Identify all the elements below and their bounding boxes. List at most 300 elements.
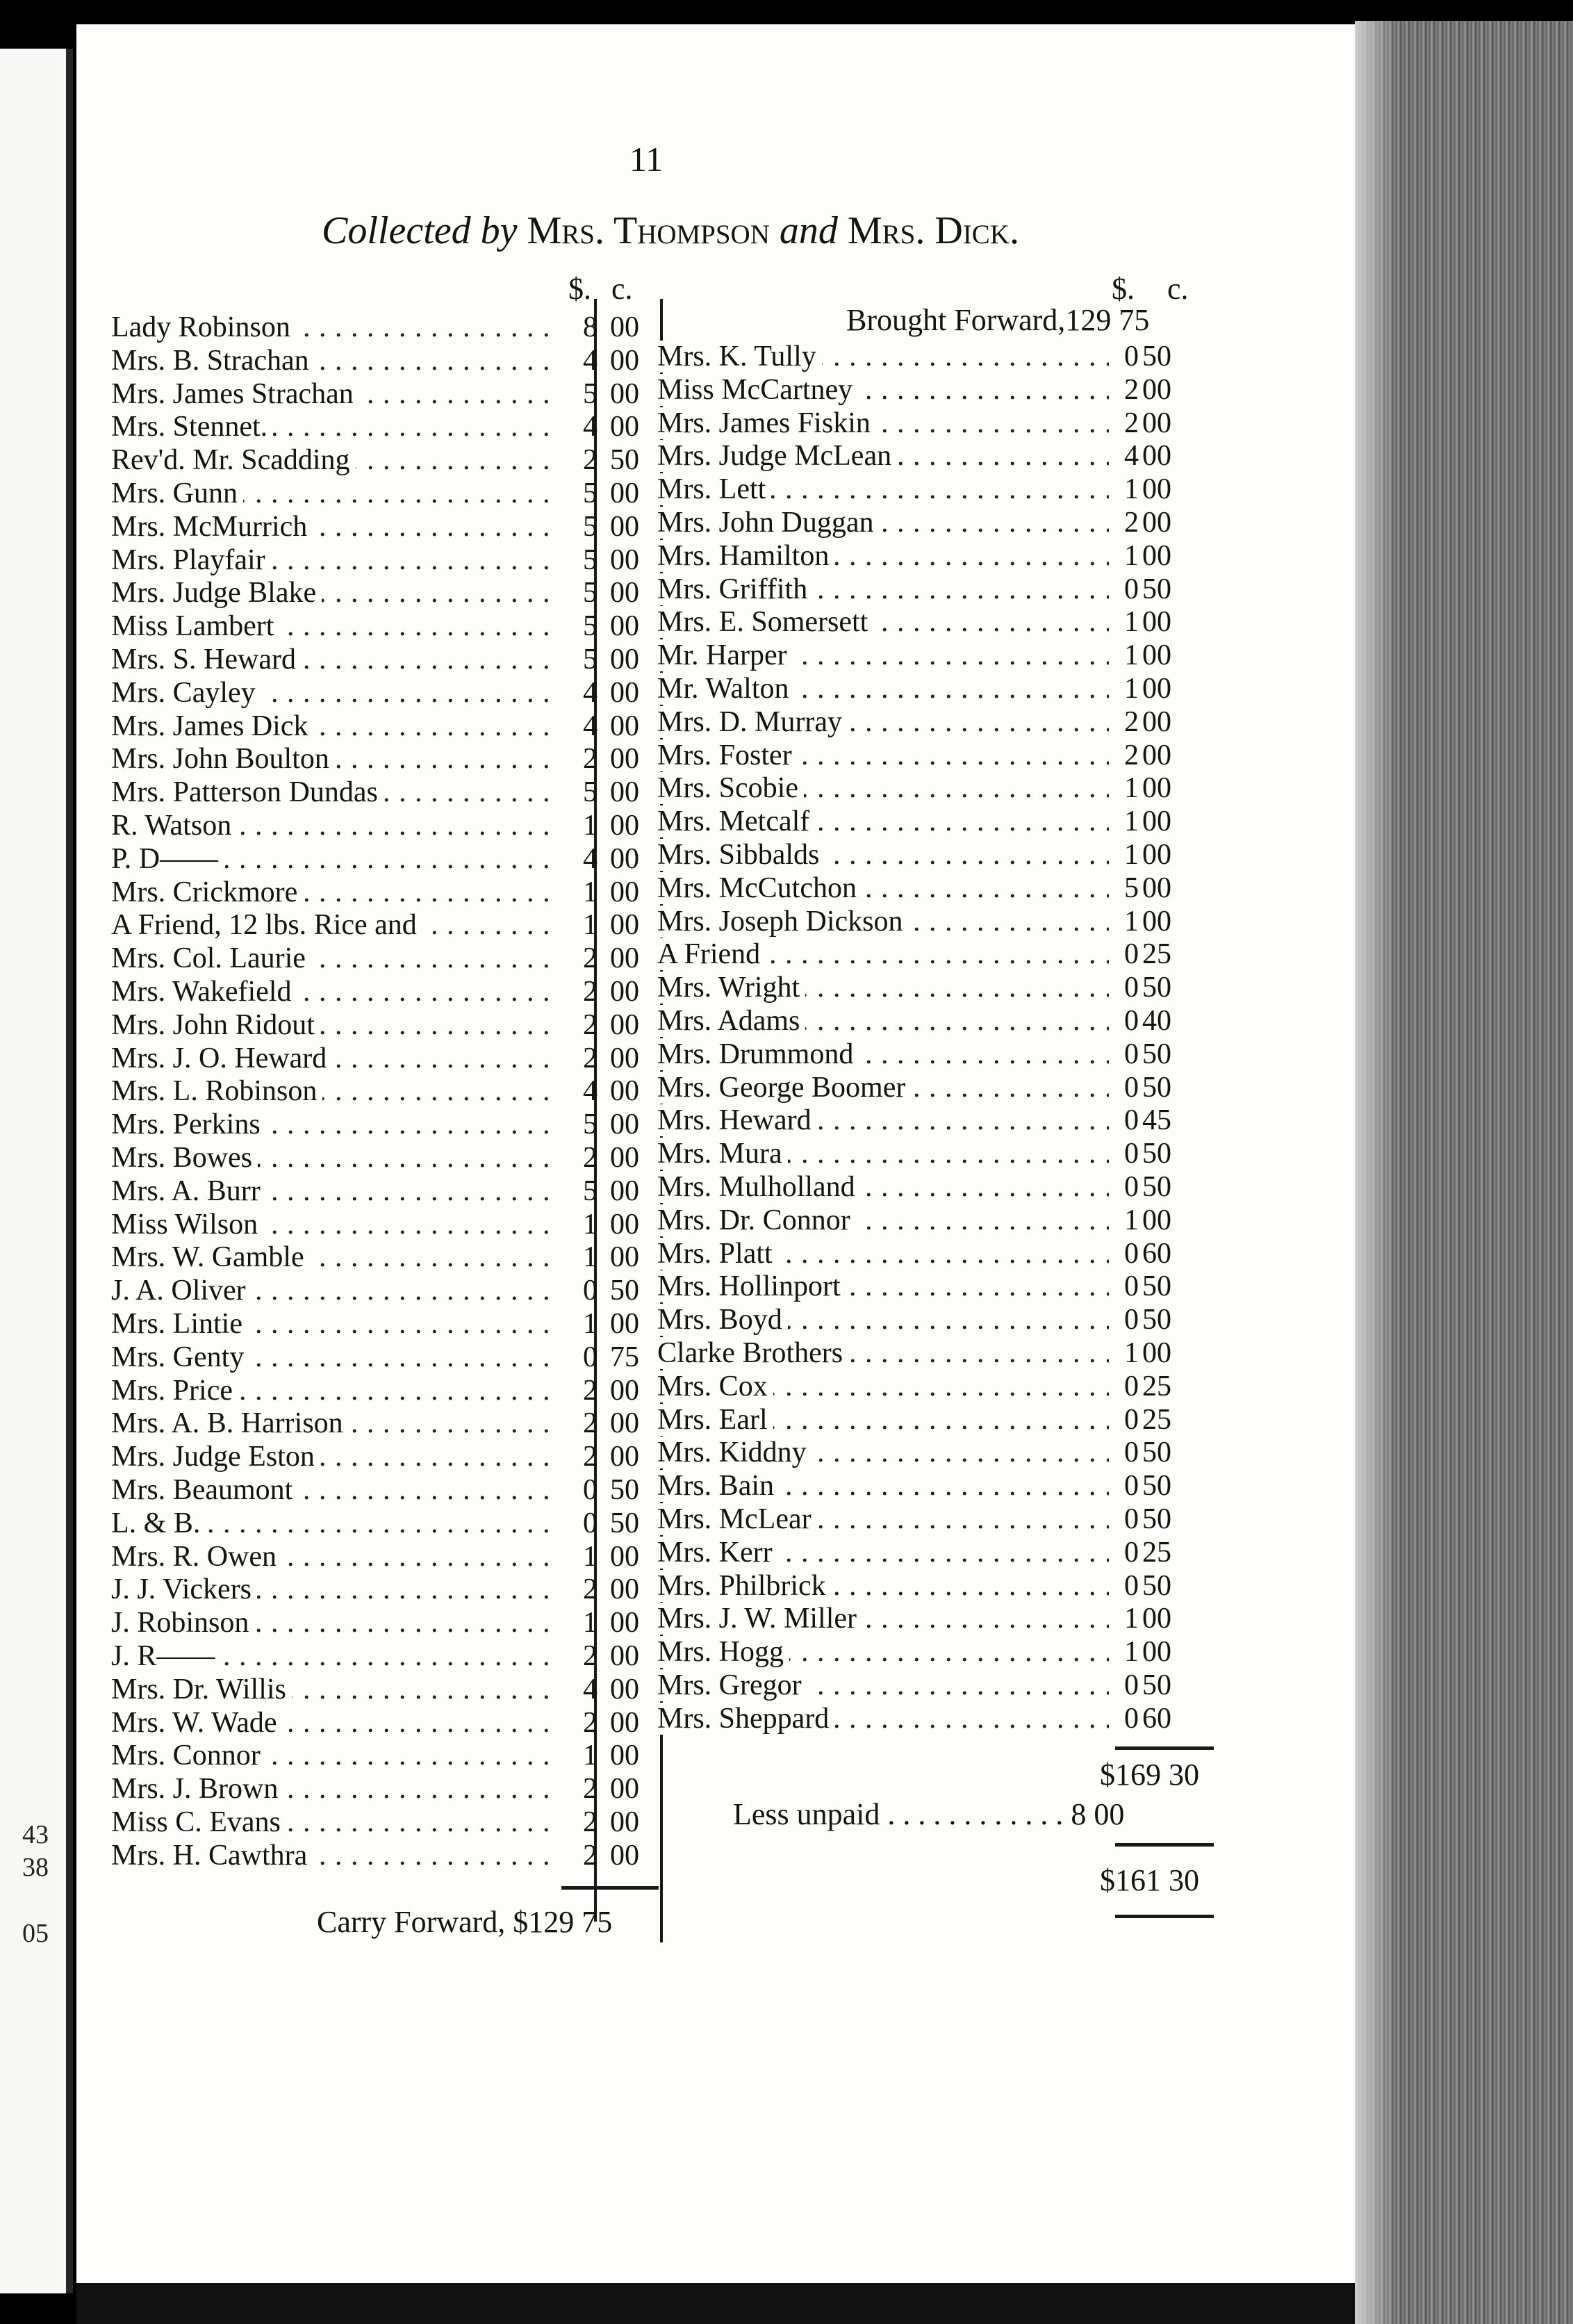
entry-name: . . . Mrs. W. Wade <box>111 1707 556 1740</box>
entry-dollars: 0 <box>1124 1403 1139 1436</box>
entry-dollars: 1 <box>583 876 598 908</box>
entry-dollars: 1 <box>583 1740 598 1772</box>
entry-cents: 00 <box>610 311 639 343</box>
entry-row <box>657 1104 1220 1138</box>
entry-dollars: 2 <box>583 1407 598 1440</box>
entry-name: . . . J. R—— <box>111 1640 556 1674</box>
entry-dollars: 5 <box>583 477 598 509</box>
entry-name: . . . R. Watson <box>111 810 556 843</box>
entry-row <box>111 1740 660 1773</box>
entry-dollars: 2 <box>583 1806 598 1838</box>
entry-cents: 00 <box>1142 1636 1171 1669</box>
entry-row <box>111 1308 660 1341</box>
entry-dollars: 1 <box>1124 805 1139 838</box>
entry-name: . . . Mrs. Crickmore <box>111 876 556 910</box>
entry-name: . . . Mrs. McCutchon <box>657 872 1109 906</box>
entry-name: . . . Mrs. Adams <box>657 1005 1109 1038</box>
entry-name: . . . Mrs. John Duggan <box>657 507 1109 540</box>
entry-cents: 00 <box>610 743 639 776</box>
entry-cents: 00 <box>610 1573 639 1606</box>
heading-conjunction: and <box>779 209 838 252</box>
entry-dollars: 1 <box>583 1241 598 1274</box>
page-heading <box>104 208 1237 253</box>
entry-name: . . . Mrs. Lintie <box>111 1308 556 1341</box>
entry-dollars: 0 <box>1124 1536 1139 1569</box>
entry-dollars: 5 <box>583 610 598 643</box>
entry-cents: 25 <box>1142 1536 1171 1569</box>
entry-dollars: 4 <box>1124 440 1139 473</box>
entry-row <box>657 1636 1220 1669</box>
left-dollars-header: $. <box>568 272 591 306</box>
heading-name-1: Mrs. Thompson <box>527 209 770 252</box>
entry-name: . . . Mrs. Mulholland <box>657 1171 1109 1204</box>
entry-row <box>657 673 1220 706</box>
entry-cents: 00 <box>610 842 639 875</box>
entry-name: . . . Mrs. Price <box>111 1375 556 1408</box>
entry-dollars: 0 <box>1124 1470 1139 1503</box>
entry-row <box>111 345 660 378</box>
entry-cents: 00 <box>610 1441 639 1473</box>
entry-name: . . . Miss Wilson <box>111 1209 556 1242</box>
entry-name: . . . Mrs. H. Cawthra <box>111 1840 556 1873</box>
entry-name: . . . Mrs. B. Strachan <box>111 345 556 378</box>
entry-row <box>111 1407 660 1441</box>
entry-dollars: 2 <box>583 743 598 776</box>
entry-dollars: 2 <box>583 1706 598 1739</box>
carry-forward-amount: $129 75 <box>513 1905 613 1939</box>
entry-cents: 00 <box>1142 373 1171 406</box>
entry-name: . . . Mrs. J. W. Miller <box>657 1603 1109 1636</box>
entry-name: . . . Mrs. Heward <box>657 1104 1109 1138</box>
page-stack-shadow <box>1355 21 1397 2324</box>
entry-row <box>111 1441 660 1474</box>
entry-name: . . . Mrs. Dr. Connor <box>657 1204 1109 1238</box>
entry-dollars: 4 <box>583 710 598 742</box>
entry-row <box>111 1175 660 1209</box>
entry-row <box>111 1075 660 1108</box>
entry-cents: 00 <box>610 1208 639 1241</box>
entry-row <box>657 805 1220 839</box>
entry-cents: 00 <box>610 1607 639 1639</box>
entry-name: . . . Miss McCartney <box>657 374 1109 407</box>
entry-row <box>657 1238 1220 1271</box>
entry-row <box>111 1042 660 1076</box>
entry-name: . . . Mr. Harper <box>657 639 1109 673</box>
entry-cents: 00 <box>1142 539 1171 572</box>
entry-row <box>111 610 660 644</box>
entry-name: . . . A Friend, 12 lbs. Rice and <box>111 909 556 942</box>
entry-dollars: 4 <box>583 676 598 709</box>
entry-cents: 50 <box>1142 1569 1171 1602</box>
entry-dollars: 0 <box>1124 972 1139 1004</box>
entry-row <box>657 540 1220 573</box>
entry-name: . . . Mrs. Scobie <box>657 772 1109 805</box>
entry-row <box>111 1607 660 1640</box>
entry-cents: 00 <box>1142 1337 1171 1369</box>
entry-dollars: 0 <box>1124 1370 1139 1402</box>
facing-page-edge <box>0 49 73 2293</box>
entry-dollars: 0 <box>1124 1669 1139 1701</box>
entry-row <box>657 1204 1220 1238</box>
entry-row <box>657 772 1220 805</box>
entry-dollars: 1 <box>583 1540 598 1573</box>
entry-cents: 00 <box>610 377 639 410</box>
entry-cents: 60 <box>1142 1702 1171 1735</box>
entry-name: . . . Mrs. McMurrich <box>111 511 556 544</box>
entry-name: . . . Mrs. Cayley <box>111 677 556 710</box>
entry-name: . . . Mrs. J. O. Heward <box>111 1042 556 1076</box>
entry-name: . . . Mrs. James Strachan <box>111 378 556 411</box>
entry-name: . . . Mrs. Lett <box>657 473 1109 507</box>
entry-cents: 00 <box>610 1108 639 1141</box>
entry-dollars: 0 <box>1124 1237 1139 1270</box>
entry-row <box>111 1640 660 1674</box>
entry-name: . . . P. D—— <box>111 843 556 876</box>
entry-dollars: 0 <box>1124 1071 1139 1104</box>
entry-name: . . . J. J. Vickers <box>111 1573 556 1607</box>
entry-cents: 00 <box>610 942 639 975</box>
entry-cents: 50 <box>610 1474 639 1506</box>
entry-dollars: 2 <box>1124 407 1139 439</box>
entry-row <box>111 1474 660 1507</box>
net-total-rule <box>1115 1843 1214 1847</box>
entry-cents: 00 <box>610 1042 639 1074</box>
entry-name: . . . Mrs. Platt <box>657 1238 1109 1271</box>
entry-name: . . . Miss Lambert <box>111 610 556 644</box>
brought-forward-label: Brought Forward, <box>846 303 1066 337</box>
entry-dollars: 2 <box>583 1640 598 1672</box>
entry-name: . . . A Friend <box>657 938 1109 972</box>
entry-name: . . . Mrs. Philbrick <box>657 1570 1109 1603</box>
entry-cents: 50 <box>1142 1437 1171 1469</box>
entry-cents: 50 <box>610 1507 639 1539</box>
entry-dollars: 1 <box>1124 1636 1139 1669</box>
margin-fragment-2: 38 <box>22 1853 49 1882</box>
entry-row <box>657 639 1220 673</box>
entry-name: . . . Mrs. Griffith <box>657 573 1109 607</box>
entry-name: . . . Mr. Walton <box>657 673 1109 706</box>
less-unpaid-amount: 8 00 <box>1071 1797 1125 1831</box>
entry-dollars: 2 <box>1124 705 1139 738</box>
entry-row <box>111 1241 660 1275</box>
entry-name: . . . Mrs. Boyd <box>657 1304 1109 1337</box>
entry-cents: 00 <box>610 976 639 1008</box>
left-cents-header: c. <box>611 272 633 306</box>
entry-dollars: 5 <box>583 577 598 609</box>
entry-dollars: 4 <box>583 842 598 875</box>
entry-row <box>111 1840 660 1873</box>
entry-dollars: 0 <box>583 1474 598 1506</box>
entry-row <box>657 407 1220 441</box>
entry-name: . . . Mrs. Gunn <box>111 477 556 511</box>
entry-row <box>111 843 660 876</box>
less-unpaid <box>733 1797 1124 1832</box>
page-number: 11 <box>629 140 664 179</box>
entry-row <box>111 1573 660 1607</box>
entry-cents: 00 <box>1142 407 1171 439</box>
entry-row <box>657 906 1220 939</box>
entry-dollars: 1 <box>1124 839 1139 871</box>
entry-name: . . . Rev'd. Mr. Scadding <box>111 444 556 477</box>
entry-row <box>657 1669 1220 1703</box>
entry-cents: 00 <box>1142 639 1171 672</box>
entry-dollars: 2 <box>583 1374 598 1407</box>
entry-dollars: 0 <box>1124 1304 1139 1336</box>
entry-row <box>111 1773 660 1806</box>
entry-dollars: 1 <box>1124 1603 1139 1635</box>
entry-row <box>111 743 660 776</box>
entry-dollars: 5 <box>583 1175 598 1207</box>
entry-cents: 00 <box>1142 739 1171 771</box>
entry-dollars: 1 <box>1124 673 1139 705</box>
net-total: $161 30 <box>1100 1863 1199 1897</box>
entry-row <box>657 573 1220 607</box>
entry-name: . . . Mrs. L. Robinson <box>111 1075 556 1108</box>
entry-cents: 00 <box>610 710 639 742</box>
entry-cents: 00 <box>610 1673 639 1705</box>
entry-row <box>111 942 660 976</box>
entry-row <box>111 1275 660 1308</box>
entry-cents: 50 <box>610 1275 639 1307</box>
entry-cents: 00 <box>1142 673 1171 705</box>
entry-dollars: 0 <box>1124 1171 1139 1203</box>
entry-cents: 00 <box>610 676 639 709</box>
entry-cents: 00 <box>610 1839 639 1872</box>
entry-cents: 40 <box>1142 1005 1171 1037</box>
entry-cents: 00 <box>1142 839 1171 871</box>
entry-name: . . . Mrs. Connor <box>111 1740 556 1773</box>
entry-cents: 00 <box>610 510 639 543</box>
entry-dollars: 2 <box>583 976 598 1008</box>
entry-name: . . . Mrs. E. Somersett <box>657 606 1109 639</box>
entry-cents: 00 <box>1142 440 1171 473</box>
entry-cents: 50 <box>1142 972 1171 1004</box>
entry-dollars: 1 <box>583 1208 598 1241</box>
entry-dollars: 4 <box>583 344 598 377</box>
entry-dollars: 2 <box>1124 373 1139 406</box>
entry-name: . . . Mrs. A. Burr <box>111 1175 556 1209</box>
entry-dollars: 0 <box>1124 1569 1139 1602</box>
entry-dollars: 0 <box>1124 1270 1139 1303</box>
entry-row <box>657 1270 1220 1304</box>
entry-dollars: 0 <box>1124 573 1139 605</box>
entry-dollars: 2 <box>583 1573 598 1606</box>
entry-cents: 00 <box>610 1008 639 1041</box>
entry-cents: 00 <box>610 477 639 509</box>
entry-dollars: 5 <box>583 543 598 576</box>
entry-dollars: 5 <box>583 377 598 410</box>
entry-dollars: 0 <box>1124 1138 1139 1170</box>
entry-cents: 00 <box>610 876 639 908</box>
entry-name: . . . Lady Robinson <box>111 311 556 345</box>
entry-row <box>657 872 1220 906</box>
entry-row <box>657 374 1220 407</box>
entry-row <box>657 1304 1220 1337</box>
entry-cents: 00 <box>610 543 639 576</box>
entry-name: . . . Mrs. Judge Blake <box>111 577 556 610</box>
entry-name: . . . Mrs. A. B. Harrison <box>111 1407 556 1441</box>
entry-cents: 00 <box>1142 805 1171 838</box>
entry-name: . . . Mrs. Joseph Dickson <box>657 906 1109 939</box>
entry-dollars: 0 <box>1124 1702 1139 1735</box>
entry-name: . . . Mrs. Kerr <box>657 1537 1109 1570</box>
entry-dollars: 8 <box>583 311 598 343</box>
entry-row <box>111 1009 660 1042</box>
margin-fragment-1: 43 <box>22 1820 49 1849</box>
bottom-edge <box>76 2283 1355 2324</box>
entry-row <box>657 706 1220 739</box>
entry-dollars: 0 <box>1124 1005 1139 1037</box>
entry-dollars: 0 <box>1124 341 1139 373</box>
entry-row <box>111 1341 660 1375</box>
entry-row <box>657 1072 1220 1105</box>
entry-row <box>111 311 660 345</box>
entry-name: . . . Mrs. Sibbalds <box>657 839 1109 872</box>
entry-name: . . . Mrs. Perkins <box>111 1108 556 1142</box>
entry-cents: 00 <box>610 577 639 609</box>
entry-cents: 00 <box>1142 606 1171 639</box>
entry-name: . . . J. A. Oliver <box>111 1275 556 1308</box>
entry-name: . . . Mrs. Hamilton <box>657 540 1109 573</box>
entry-cents: 00 <box>1142 507 1171 539</box>
entry-row <box>657 1570 1220 1603</box>
entry-row <box>657 1138 1220 1171</box>
entry-row <box>657 473 1220 507</box>
entry-dollars: 1 <box>583 810 598 842</box>
entry-cents: 00 <box>610 644 639 676</box>
entry-name: . . . Mrs. George Boomer <box>657 1072 1109 1105</box>
entry-name: . . . Mrs. Bowes <box>111 1142 556 1175</box>
entry-cents: 00 <box>1142 1204 1171 1236</box>
entry-cents: 50 <box>1142 1470 1171 1503</box>
entry-name: . . . Clarke Brothers <box>657 1337 1109 1370</box>
entry-cents: 00 <box>610 776 639 809</box>
net-total-underline <box>1115 1915 1214 1918</box>
entry-name: . . . Mrs. John Boulton <box>111 743 556 776</box>
entry-row <box>657 739 1220 773</box>
entry-cents: 00 <box>1142 772 1171 805</box>
entry-name: . . . Mrs. Hogg <box>657 1636 1109 1669</box>
entry-dollars: 2 <box>1124 507 1139 539</box>
entry-row <box>657 341 1220 374</box>
entry-cents: 00 <box>610 344 639 377</box>
entry-row <box>657 1404 1220 1437</box>
entry-name: . . . Mrs. Earl <box>657 1404 1109 1437</box>
carry-forward-label: Carry Forward, <box>317 1905 506 1939</box>
entry-dollars: 5 <box>583 776 598 809</box>
entry-name: . . . Mrs. Mura <box>657 1138 1109 1171</box>
entry-name: . . . Mrs. Patterson Dundas <box>111 776 556 810</box>
entry-row <box>111 577 660 610</box>
entry-row <box>111 644 660 677</box>
subtotal: $169 30 <box>1100 1758 1199 1792</box>
entry-name: . . . Mrs. John Ridout <box>111 1009 556 1042</box>
entry-cents: 00 <box>610 411 639 443</box>
entry-row <box>111 1541 660 1574</box>
entry-dollars: 0 <box>1124 1503 1139 1535</box>
entry-cents: 50 <box>1142 1038 1171 1070</box>
entry-row <box>111 477 660 511</box>
entry-row <box>657 1603 1220 1636</box>
entry-row <box>111 1375 660 1408</box>
entry-cents: 00 <box>610 1740 639 1772</box>
entry-name: . . . Mrs. McLear <box>657 1503 1109 1537</box>
entry-row <box>657 1337 1220 1370</box>
entry-cents: 00 <box>610 1142 639 1174</box>
entry-name: . . . Mrs. Cox <box>657 1370 1109 1404</box>
entry-cents: 25 <box>1142 1370 1171 1402</box>
entry-dollars: 2 <box>583 1042 598 1074</box>
entry-row <box>111 1108 660 1142</box>
entry-name: . . . Mrs. K. Tully <box>657 341 1109 374</box>
entry-dollars: 0 <box>583 1507 598 1539</box>
entry-dollars: 0 <box>583 1275 598 1307</box>
entry-name: . . . Mrs. Metcalf <box>657 805 1109 839</box>
entry-dollars: 0 <box>1124 1104 1139 1137</box>
entry-name: . . . Mrs. Hollinport <box>657 1270 1109 1304</box>
entry-dollars: 0 <box>1124 1437 1139 1469</box>
entry-cents: 00 <box>610 1706 639 1739</box>
entry-cents: 50 <box>1142 1304 1171 1336</box>
entry-dollars: 5 <box>583 644 598 676</box>
entry-name: . . . Mrs. Playfair <box>111 544 556 578</box>
entry-dollars: 1 <box>1124 1337 1139 1369</box>
entry-name: . . . Mrs. Wakefield <box>111 976 556 1009</box>
entry-row <box>111 1674 660 1707</box>
entry-dollars: 2 <box>1124 739 1139 771</box>
entry-cents: 00 <box>610 1540 639 1573</box>
entry-row <box>657 1038 1220 1072</box>
heading-name-2: Mrs. Dick. <box>847 209 1019 252</box>
entry-cents: 75 <box>610 1341 639 1373</box>
entry-name: . . . Mrs. Col. Laurie <box>111 942 556 976</box>
entry-dollars: 1 <box>1124 1204 1139 1236</box>
brought-forward-cents: 75 <box>1119 303 1150 337</box>
entry-name: . . . Mrs. Foster <box>657 739 1109 773</box>
entry-cents: 00 <box>610 1308 639 1340</box>
entry-dollars: 1 <box>1124 473 1139 506</box>
right-cents-header: c. <box>1167 272 1189 306</box>
entry-name: . . . Mrs. Dr. Willis <box>111 1674 556 1707</box>
entry-cents: 00 <box>610 1773 639 1806</box>
entry-row <box>657 938 1220 972</box>
entry-cents: 25 <box>1142 938 1171 971</box>
entry-dollars: 2 <box>583 1441 598 1473</box>
entry-row <box>111 378 660 411</box>
entry-row <box>111 411 660 444</box>
entry-row <box>111 1507 660 1541</box>
entry-dollars: 1 <box>1124 606 1139 639</box>
entry-row <box>657 839 1220 872</box>
entry-cents: 00 <box>610 1806 639 1838</box>
entry-name: . . . Mrs. R. Owen <box>111 1541 556 1574</box>
entry-name: . . . Miss C. Evans <box>111 1806 556 1840</box>
entry-dollars: 1 <box>583 1308 598 1340</box>
entry-cents: 50 <box>1142 1071 1171 1104</box>
entry-name: . . . Mrs. W. Gamble <box>111 1241 556 1275</box>
entry-row <box>657 1703 1220 1736</box>
entry-dollars: 4 <box>583 1075 598 1108</box>
entry-cents: 50 <box>1142 341 1171 373</box>
entry-cents: 25 <box>1142 1403 1171 1436</box>
entry-row <box>111 444 660 477</box>
entry-dollars: 1 <box>583 909 598 942</box>
entry-cents: 50 <box>1142 1171 1171 1203</box>
entry-cents: 45 <box>1142 1104 1171 1137</box>
entry-dollars: 2 <box>583 444 598 477</box>
brought-forward <box>846 302 1149 338</box>
entry-name: . . . Mrs. Bain <box>657 1470 1109 1503</box>
